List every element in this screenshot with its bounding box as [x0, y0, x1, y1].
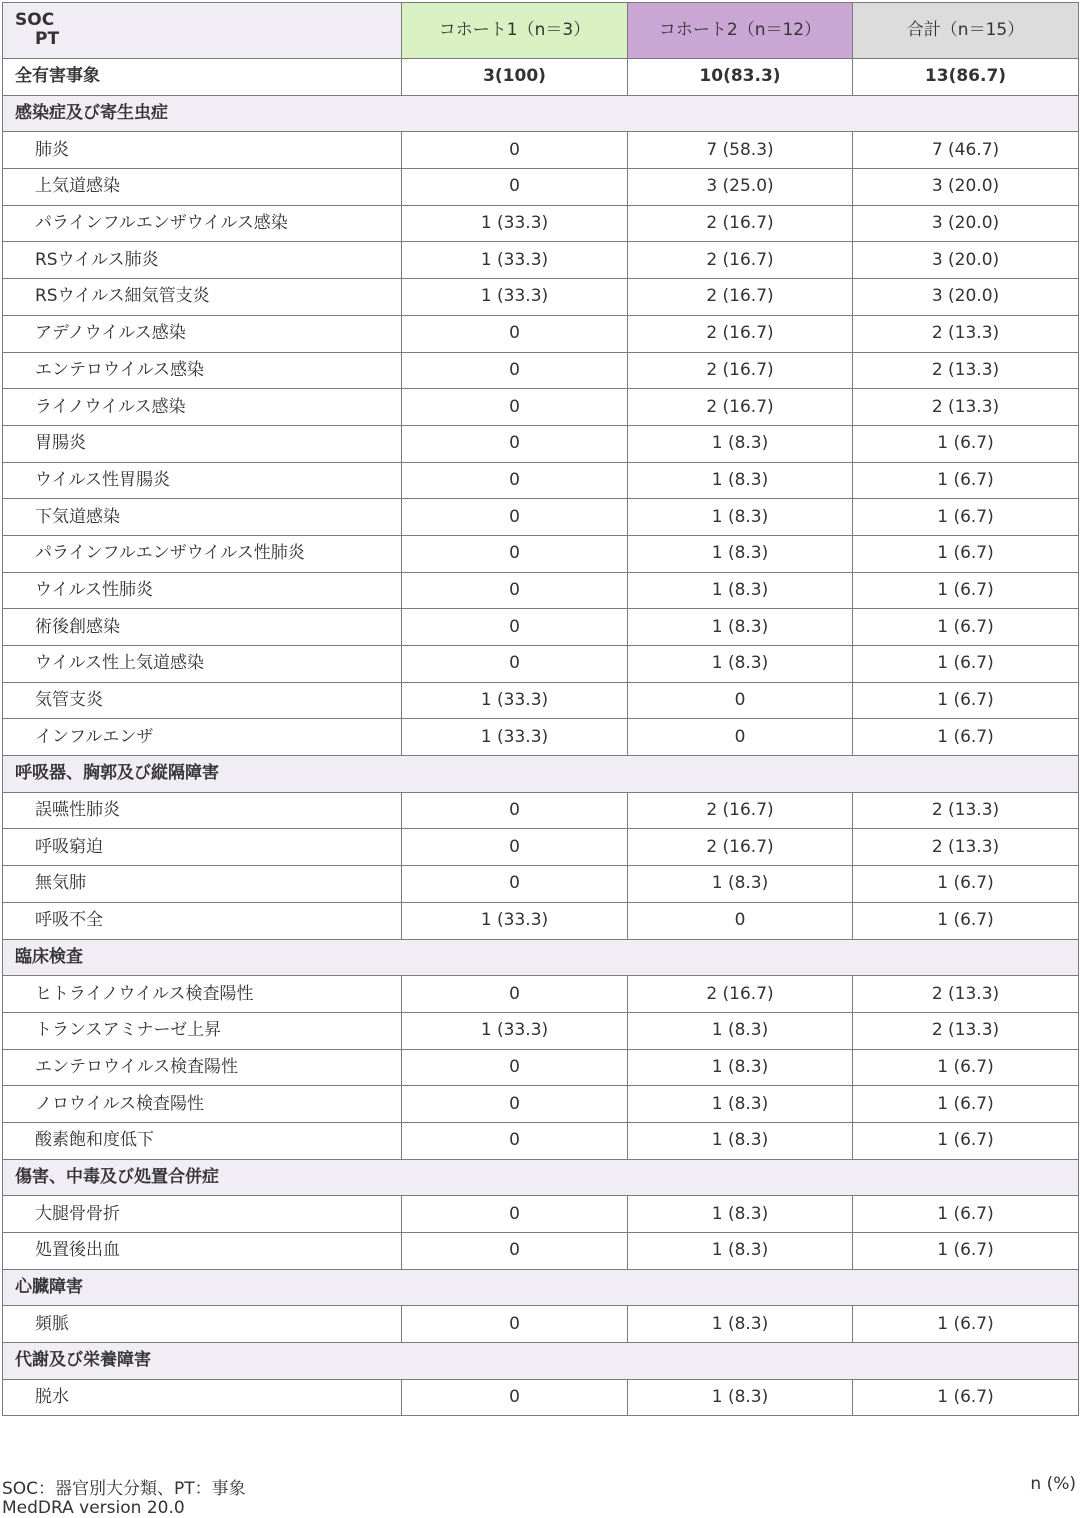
pt-label: 肺炎	[3, 132, 402, 169]
table-row	[3, 242, 1079, 279]
pt-label: 胃腸炎	[3, 425, 402, 462]
cohort2-value: 1 (8.3)	[628, 1196, 853, 1233]
pt-label: ヒトライノウイルス検査陽性	[3, 976, 402, 1013]
header-soc-label: SOC	[15, 10, 55, 30]
cohort2-value: 1 (8.3)	[628, 866, 853, 903]
cohort1-value: 0	[402, 132, 628, 169]
adverse-events-table	[2, 2, 1079, 1416]
total-value: 1 (6.7)	[853, 609, 1079, 646]
cohort2-value: 0	[628, 682, 853, 719]
table-row	[3, 646, 1079, 683]
cohort1-value: 0	[402, 646, 628, 683]
cohort2-value: 1 (8.3)	[628, 1122, 853, 1159]
table-row	[3, 829, 1079, 866]
pt-label: 術後創感染	[3, 609, 402, 646]
total-value: 2 (13.3)	[853, 976, 1079, 1013]
total-value: 1 (6.7)	[853, 1086, 1079, 1123]
cohort2-value: 2 (16.7)	[628, 315, 853, 352]
table-row	[3, 279, 1079, 316]
pt-label: ウイルス性肺炎	[3, 572, 402, 609]
footnote-abbreviations: SOC：器官別大分類、PT：事象	[2, 1479, 246, 1499]
total-value: 1 (6.7)	[853, 1122, 1079, 1159]
cohort1-value: 1 (33.3)	[402, 682, 628, 719]
cohort1-value: 0	[402, 499, 628, 536]
cohort1-value: 0	[402, 352, 628, 389]
total-value: 1 (6.7)	[853, 902, 1079, 939]
pt-label: 大腿骨骨折	[3, 1196, 402, 1233]
cohort2-value: 1 (8.3)	[628, 572, 853, 609]
header-pt-label: PT	[35, 29, 60, 49]
soc-category-row	[3, 1159, 1079, 1196]
table-row	[3, 535, 1079, 572]
pt-label: 処置後出血	[3, 1233, 402, 1270]
cohort2-value: 1 (8.3)	[628, 462, 853, 499]
cohort2-value: 10(83.3)	[628, 59, 853, 96]
soc-category-label: 代謝及び栄養障害	[3, 1343, 1079, 1380]
total-value: 1 (6.7)	[853, 535, 1079, 572]
cohort1-value: 0	[402, 1306, 628, 1343]
pt-label: トランスアミナーゼ上昇	[3, 1012, 402, 1049]
soc-category-row	[3, 756, 1079, 793]
total-value: 1 (6.7)	[853, 572, 1079, 609]
cohort2-value: 1 (8.3)	[628, 1049, 853, 1086]
cohort1-value: 3(100)	[402, 59, 628, 96]
cohort1-value: 0	[402, 535, 628, 572]
total-value: 7 (46.7)	[853, 132, 1079, 169]
cohort2-value: 1 (8.3)	[628, 499, 853, 536]
table-row	[3, 572, 1079, 609]
pt-label: ノロウイルス検査陽性	[3, 1086, 402, 1123]
header-cohort1: コホート1（n＝3）	[402, 3, 628, 59]
total-label: 全有害事象	[3, 59, 402, 96]
cohort2-value: 1 (8.3)	[628, 1233, 853, 1270]
cohort2-value: 2 (16.7)	[628, 279, 853, 316]
cohort1-value: 0	[402, 976, 628, 1013]
total-value: 13(86.7)	[853, 59, 1079, 96]
total-value: 2 (13.3)	[853, 1012, 1079, 1049]
pt-label: 頻脈	[3, 1306, 402, 1343]
cohort1-value: 0	[402, 315, 628, 352]
cohort1-value: 1 (33.3)	[402, 719, 628, 756]
header-total: 合計（n＝15）	[853, 3, 1079, 59]
soc-category-label: 心臓障害	[3, 1269, 1079, 1306]
table-row	[3, 1012, 1079, 1049]
cohort2-value: 1 (8.3)	[628, 609, 853, 646]
cohort1-value: 0	[402, 792, 628, 829]
cohort1-value: 0	[402, 462, 628, 499]
pt-label: ライノウイルス感染	[3, 389, 402, 426]
table-row	[3, 609, 1079, 646]
soc-category-row	[3, 1269, 1079, 1306]
cohort2-value: 3 (25.0)	[628, 169, 853, 206]
pt-label: 酸素飽和度低下	[3, 1122, 402, 1159]
cohort1-value: 0	[402, 1086, 628, 1123]
pt-label: 誤嚥性肺炎	[3, 792, 402, 829]
table-row	[3, 1196, 1079, 1233]
table-row	[3, 902, 1079, 939]
table-row	[3, 1122, 1079, 1159]
cohort2-value: 0	[628, 719, 853, 756]
table-row	[3, 462, 1079, 499]
table-row	[3, 352, 1079, 389]
cohort2-value: 7 (58.3)	[628, 132, 853, 169]
table-header-row	[3, 3, 1079, 59]
total-row	[3, 59, 1079, 96]
table-row	[3, 1233, 1079, 1270]
cohort2-value: 2 (16.7)	[628, 205, 853, 242]
total-value: 1 (6.7)	[853, 425, 1079, 462]
cohort1-value: 0	[402, 1379, 628, 1416]
table-row	[3, 499, 1079, 536]
table-row	[3, 1086, 1079, 1123]
pt-label: 無気肺	[3, 866, 402, 903]
table-row	[3, 315, 1079, 352]
soc-category-label: 傷害、中毒及び処置合併症	[3, 1159, 1079, 1196]
header-cohort2: コホート2（n＝12）	[628, 3, 853, 59]
pt-label: アデノウイルス感染	[3, 315, 402, 352]
pt-label: ウイルス性胃腸炎	[3, 462, 402, 499]
cohort1-value: 1 (33.3)	[402, 1012, 628, 1049]
cohort2-value: 0	[628, 902, 853, 939]
table-body	[3, 59, 1079, 1416]
cohort1-value: 1 (33.3)	[402, 205, 628, 242]
total-value: 2 (13.3)	[853, 352, 1079, 389]
pt-label: パラインフルエンザウイルス性肺炎	[3, 535, 402, 572]
cohort1-value: 1 (33.3)	[402, 279, 628, 316]
cohort2-value: 1 (8.3)	[628, 535, 853, 572]
table-row	[3, 132, 1079, 169]
table-row	[3, 389, 1079, 426]
total-value: 3 (20.0)	[853, 205, 1079, 242]
cohort1-value: 0	[402, 866, 628, 903]
pt-label: RSウイルス肺炎	[3, 242, 402, 279]
total-value: 2 (13.3)	[853, 792, 1079, 829]
table-row	[3, 169, 1079, 206]
total-value: 1 (6.7)	[853, 1049, 1079, 1086]
pt-label: 脱水	[3, 1379, 402, 1416]
cohort2-value: 1 (8.3)	[628, 1012, 853, 1049]
total-value: 1 (6.7)	[853, 646, 1079, 683]
total-value: 2 (13.3)	[853, 315, 1079, 352]
cohort1-value: 1 (33.3)	[402, 902, 628, 939]
total-value: 1 (6.7)	[853, 866, 1079, 903]
table-row	[3, 866, 1079, 903]
soc-category-label: 呼吸器、胸郭及び縦隔障害	[3, 756, 1079, 793]
cohort2-value: 2 (16.7)	[628, 389, 853, 426]
cohort1-value: 1 (33.3)	[402, 242, 628, 279]
cohort1-value: 0	[402, 425, 628, 462]
cohort1-value: 0	[402, 169, 628, 206]
table-row	[3, 792, 1079, 829]
total-value: 1 (6.7)	[853, 499, 1079, 536]
pt-label: エンテロウイルス検査陽性	[3, 1049, 402, 1086]
pt-label: エンテロウイルス感染	[3, 352, 402, 389]
soc-category-row	[3, 95, 1079, 132]
cohort1-value: 0	[402, 389, 628, 426]
table-row	[3, 205, 1079, 242]
table-row	[3, 1379, 1079, 1416]
table-row	[3, 1049, 1079, 1086]
total-value: 2 (13.3)	[853, 389, 1079, 426]
pt-label: RSウイルス細気管支炎	[3, 279, 402, 316]
cohort2-value: 1 (8.3)	[628, 1379, 853, 1416]
table-row	[3, 1306, 1079, 1343]
cohort2-value: 1 (8.3)	[628, 1306, 853, 1343]
pt-label: 呼吸不全	[3, 902, 402, 939]
total-value: 3 (20.0)	[853, 279, 1079, 316]
table-row	[3, 682, 1079, 719]
total-value: 3 (20.0)	[853, 242, 1079, 279]
cohort1-value: 0	[402, 1233, 628, 1270]
total-value: 1 (6.7)	[853, 719, 1079, 756]
total-value: 1 (6.7)	[853, 682, 1079, 719]
cohort2-value: 1 (8.3)	[628, 646, 853, 683]
total-value: 1 (6.7)	[853, 462, 1079, 499]
header-soc-pt	[3, 3, 402, 59]
soc-category-label: 感染症及び寄生虫症	[3, 95, 1079, 132]
cohort1-value: 0	[402, 1196, 628, 1233]
cohort2-value: 1 (8.3)	[628, 1086, 853, 1123]
footnote-meddra-version: MedDRA version 20.0	[2, 1498, 185, 1518]
pt-label: 気管支炎	[3, 682, 402, 719]
cohort1-value: 0	[402, 829, 628, 866]
soc-category-row	[3, 1343, 1079, 1380]
total-value: 1 (6.7)	[853, 1379, 1079, 1416]
table-row	[3, 976, 1079, 1013]
pt-label: 下気道感染	[3, 499, 402, 536]
pt-label: 上気道感染	[3, 169, 402, 206]
cohort2-value: 2 (16.7)	[628, 242, 853, 279]
cohort1-value: 0	[402, 1122, 628, 1159]
total-value: 1 (6.7)	[853, 1196, 1079, 1233]
footnote-unit: n (%)	[1030, 1474, 1076, 1494]
pt-label: インフルエンザ	[3, 719, 402, 756]
cohort1-value: 0	[402, 572, 628, 609]
soc-category-label: 臨床検査	[3, 939, 1079, 976]
cohort2-value: 2 (16.7)	[628, 829, 853, 866]
cohort2-value: 1 (8.3)	[628, 425, 853, 462]
cohort1-value: 0	[402, 1049, 628, 1086]
total-value: 3 (20.0)	[853, 169, 1079, 206]
total-value: 2 (13.3)	[853, 829, 1079, 866]
pt-label: 呼吸窮迫	[3, 829, 402, 866]
cohort2-value: 2 (16.7)	[628, 976, 853, 1013]
cohort2-value: 2 (16.7)	[628, 352, 853, 389]
pt-label: パラインフルエンザウイルス感染	[3, 205, 402, 242]
total-value: 1 (6.7)	[853, 1306, 1079, 1343]
total-value: 1 (6.7)	[853, 1233, 1079, 1270]
table-row	[3, 425, 1079, 462]
soc-category-row	[3, 939, 1079, 976]
cohort2-value: 2 (16.7)	[628, 792, 853, 829]
pt-label: ウイルス性上気道感染	[3, 646, 402, 683]
table-row	[3, 719, 1079, 756]
cohort1-value: 0	[402, 609, 628, 646]
